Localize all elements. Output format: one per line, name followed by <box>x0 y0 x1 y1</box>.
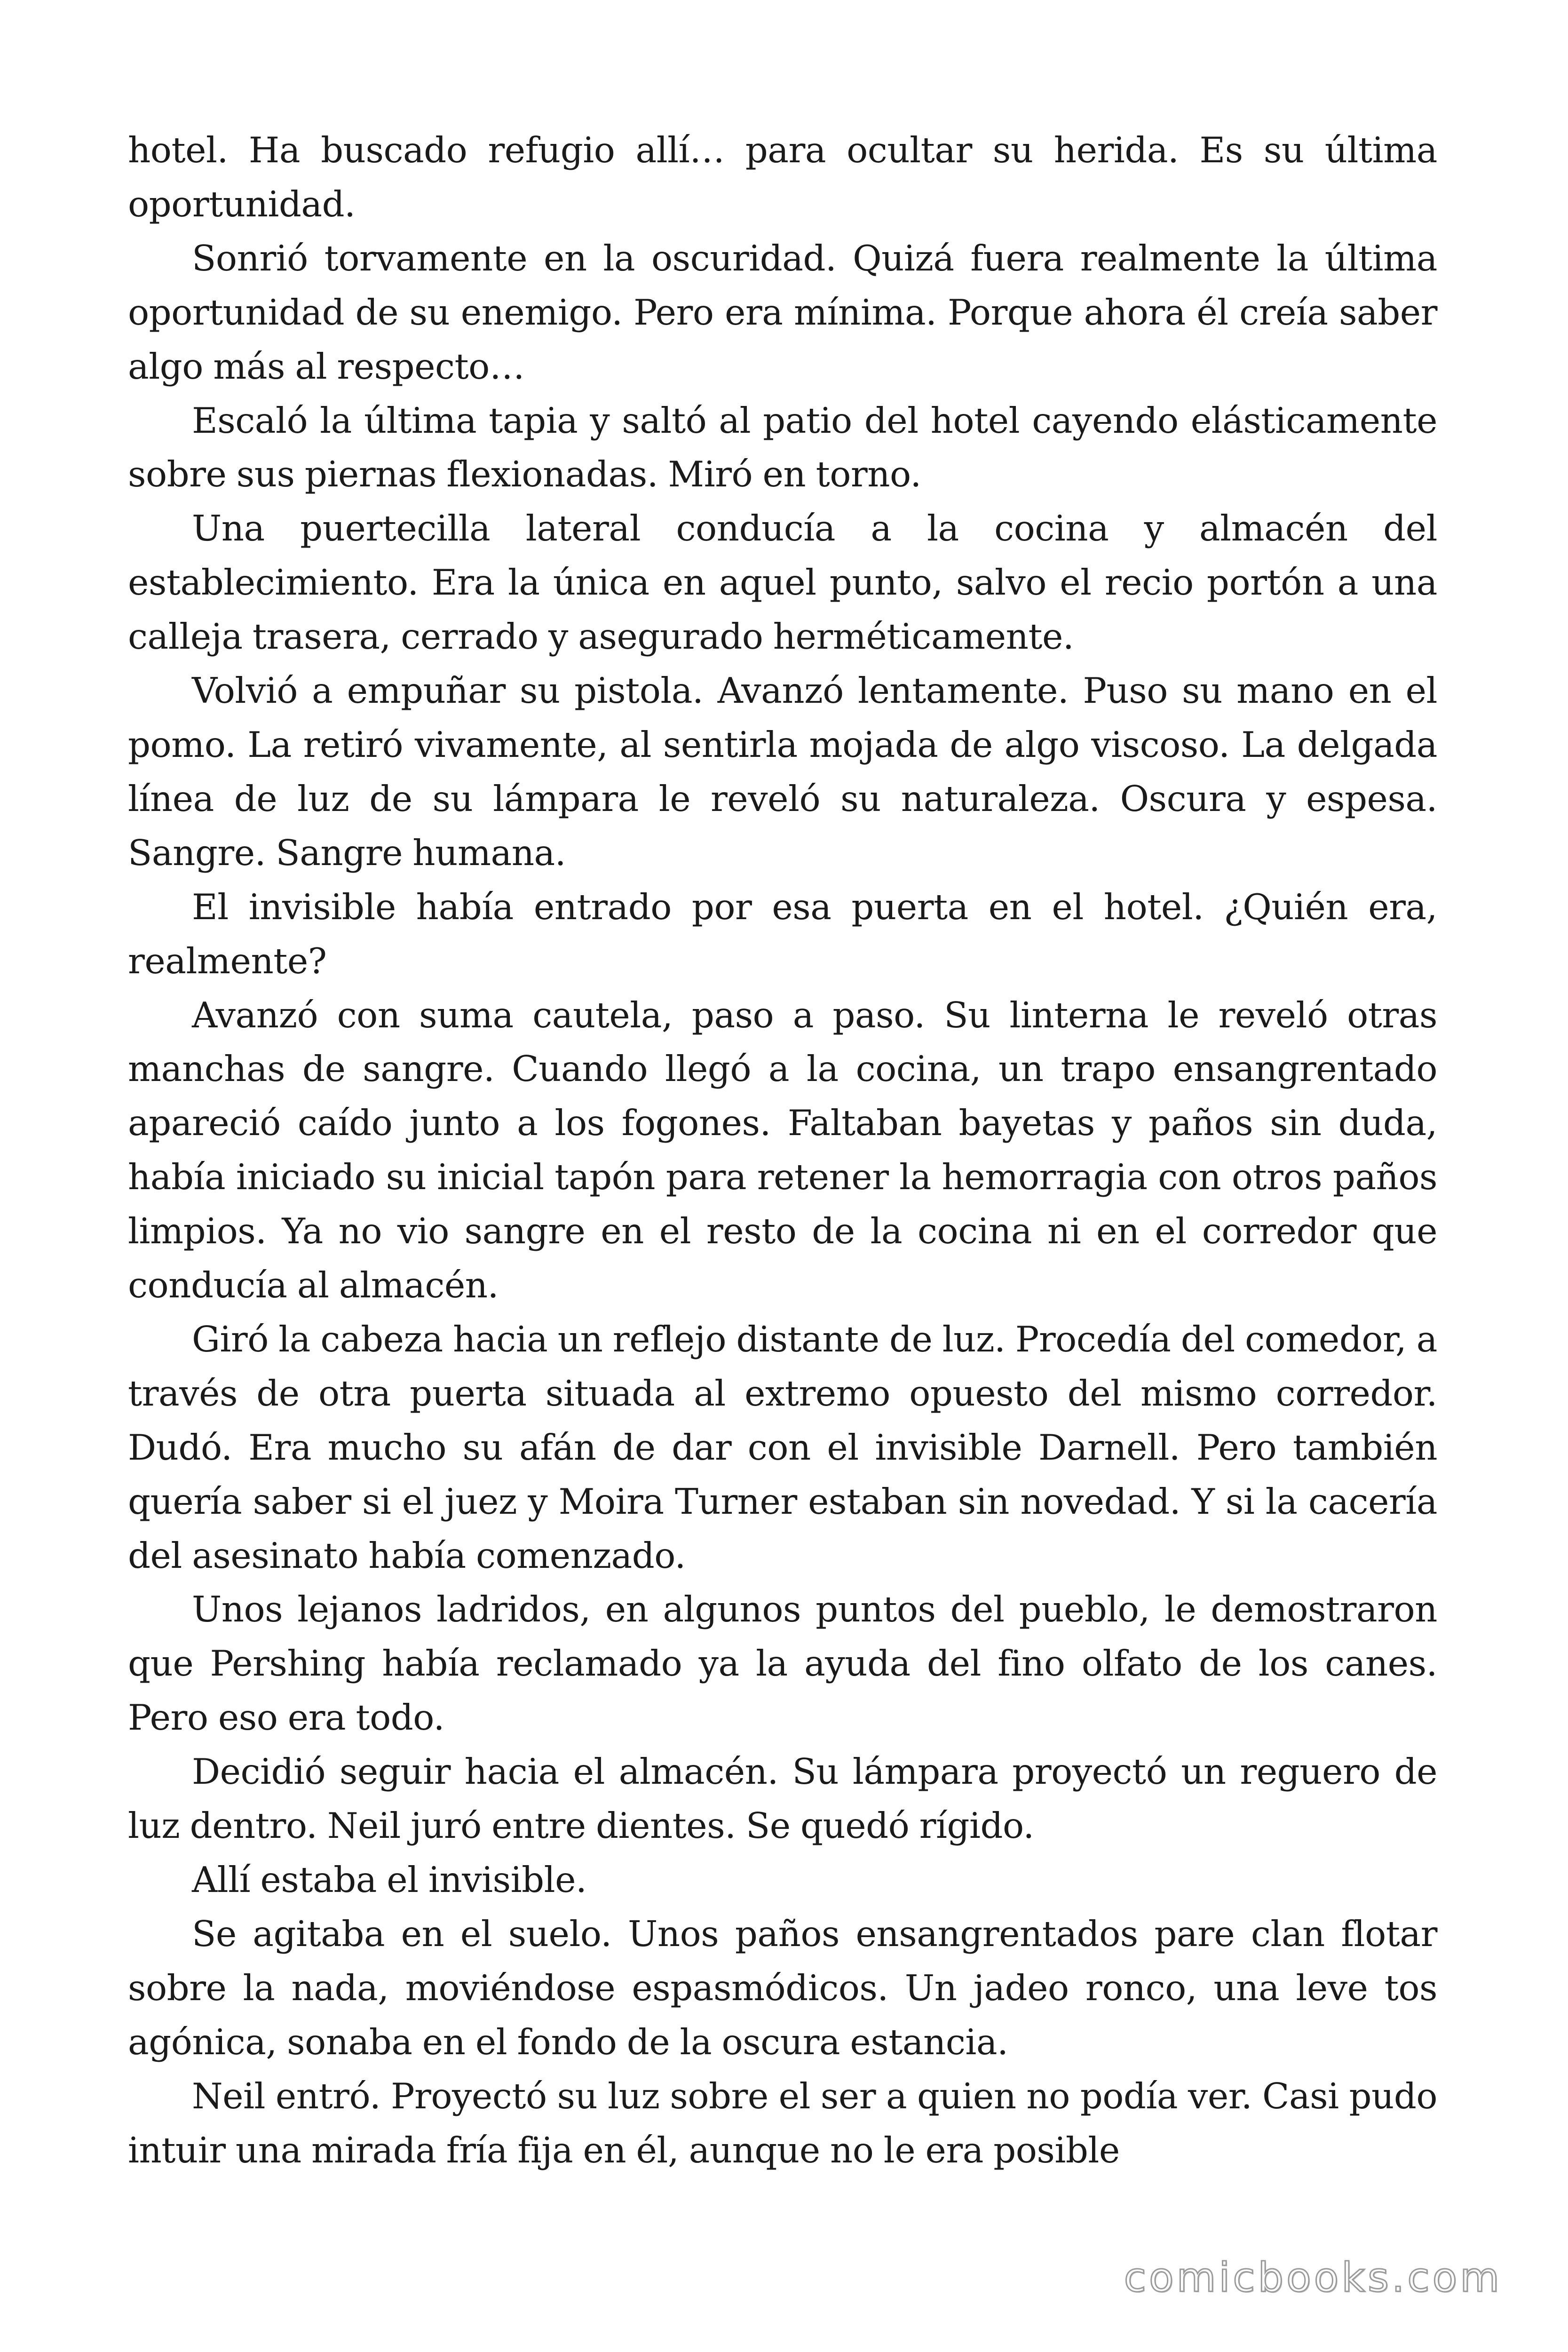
paragraph: Una puertecilla lateral conducía a la cocina y almacén del establecimiento. Era la única en aquel punto, salvo el recio portón a una calleja trasera, cerrado y asegurado herméticamente. <box>128 508 1437 658</box>
paragraph: Se agitaba en el suelo. Unos paños ensangrentados pare clan flotar sobre la nada, moviéndose espasmódicos. Un jadeo ronco, una leve tos agónica, sonaba en el fondo de la oscura estancia. <box>128 1913 1437 2063</box>
paragraph: Decidió seguir hacia el almacén. Su lámpara proyectó un reguero de luz dentro. Neil juró entre dientes. Se quedó rígido. <box>128 1751 1437 1847</box>
paragraph: Neil entró. Proyectó su luz sobre el ser a quien no podía ver. Casi pudo intuir una mirada fría fija en él, aunque no le era posible <box>128 2075 1437 2171</box>
paragraph: Giró la cabeza hacia un reflejo distante de luz. Procedía del comedor, a través de otra puerta situada al extremo opuesto del mismo corredor. Dudó. Era mucho su afán de dar con el invisible Darnell. Pero también quería saber si el juez y Moira Turner estaban sin novedad. Y si la cacería del asesinato había comenzado. <box>128 1318 1437 1576</box>
paragraph: Allí estaba el invisible. <box>192 1859 587 1900</box>
paragraph: El invisible había entrado por esa puerta en el hotel. ¿Quién era, realmente? <box>128 886 1437 982</box>
paragraph: Escaló la última tapia y saltó al patio del hotel cayendo elásticamente sobre sus piernas flexionadas. Miró en torno. <box>128 399 1437 495</box>
paragraph: Sonrió torvamente en la oscuridad. Quizá fuera realmente la última oportunidad de su enemigo. Pero era mínima. Porque ahora él creía saber algo más al respecto… <box>128 237 1437 387</box>
paragraph: Volvió a empuñar su pistola. Avanzó lentamente. Puso su mano en el pomo. La retiró vivamente, al sentirla mojada de algo viscoso. La delgada línea de luz de su lámpara le reveló su naturaleza. Oscura y espesa. Sangre. Sangre humana. <box>128 670 1437 874</box>
paragraph: hotel. Ha buscado refugio allí… para ocultar su herida. Es su última oportunidad. <box>128 129 1437 225</box>
watermark: comicbooks.com <box>1124 2254 1502 2301</box>
book-page-text <box>128 123 1437 2177</box>
paragraph: Unos lejanos ladridos, en algunos puntos del pueblo, le demostraron que Pershing había reclamado ya la ayuda del fino olfato de los canes. Pero eso era todo. <box>128 1589 1437 1739</box>
paragraph: Avanzó con suma cautela, paso a paso. Su linterna le reveló otras manchas de sangre. Cuando llegó a la cocina, un trapo ensangrentado apareció caído junto a los fogones. Faltaban bayetas y paños sin duda, había iniciado su inicial tapón para retener la hemorragia con otros paños limpios. Ya no vio sangre en el resto de la cocina ni en el corredor que conducía al almacén. <box>128 994 1437 1306</box>
